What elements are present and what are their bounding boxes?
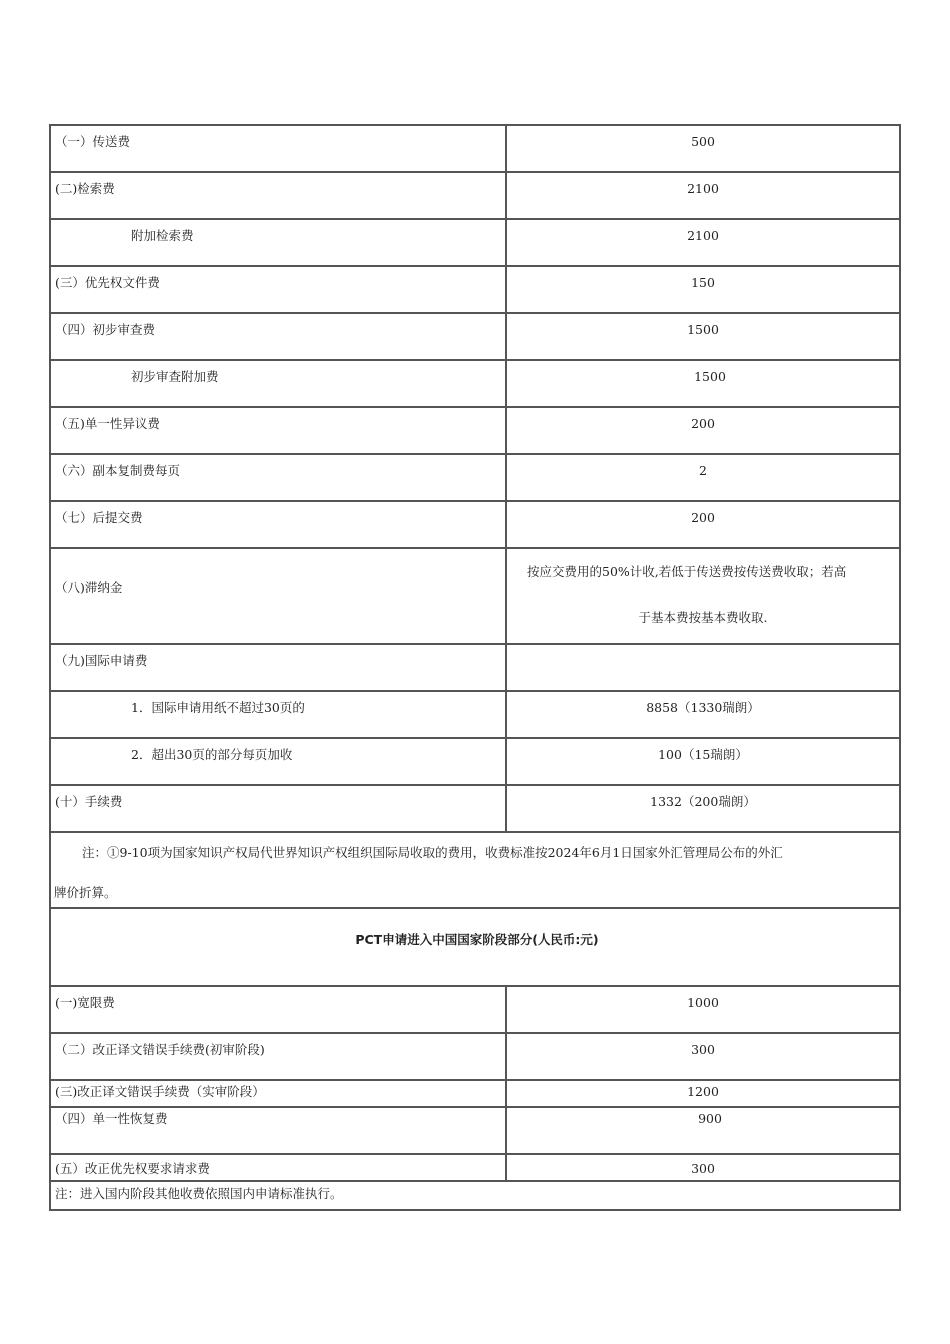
fee-label: (二)检索费 bbox=[51, 173, 507, 218]
fee-label: （二）改正译文错误手续费(初审阶段) bbox=[51, 1034, 507, 1079]
table-row bbox=[51, 786, 899, 833]
fee-label: （五)单一性异议费 bbox=[51, 408, 507, 453]
fee-label: 2．超出30页的部分每页加收 bbox=[51, 739, 507, 784]
table-note: 注：进入国内阶段其他收费依照国内申请标准执行。 bbox=[55, 1186, 343, 1201]
fee-value: 100（15瑞朗） bbox=[658, 747, 748, 762]
fee-label: 1．国际申请用纸不超过30页的 bbox=[51, 692, 507, 737]
fee-label: （九)国际申请费 bbox=[51, 645, 507, 690]
fee-label: （六）副本复制费每页 bbox=[51, 455, 507, 500]
fee-label: (十）手续费 bbox=[51, 786, 507, 831]
table-row bbox=[51, 692, 899, 739]
table-row bbox=[51, 1081, 899, 1108]
fee-label: （七）后提交费 bbox=[51, 502, 507, 547]
table-row bbox=[51, 645, 899, 692]
table-row bbox=[51, 502, 899, 549]
fee-label: （八)滞纳金 bbox=[51, 549, 507, 643]
fee-value: 300 bbox=[691, 1042, 715, 1057]
note-line-1: 注：①9-10项为国家知识产权局代世界知识产权组织国际局收取的费用，收费标准按2024年6月1日国家外汇管理局公布的外汇 bbox=[82, 845, 783, 860]
late-fee-description bbox=[507, 549, 899, 643]
table-row bbox=[51, 314, 899, 361]
fee-label: 附加检索费 bbox=[51, 220, 507, 265]
table-row bbox=[51, 267, 899, 314]
fee-table bbox=[49, 124, 901, 1211]
fee-value: 2100 bbox=[687, 228, 719, 243]
section-heading-row bbox=[51, 909, 899, 987]
fee-label: (三）优先权文件费 bbox=[51, 267, 507, 312]
fee-value: 1332（200瑞朗） bbox=[650, 794, 756, 809]
fee-label: 初步审查附加费 bbox=[51, 361, 507, 406]
table-row bbox=[51, 126, 899, 173]
late-fee-line-2: 于基本费按基本费收取. bbox=[638, 610, 768, 625]
table-row bbox=[51, 361, 899, 408]
fee-value: 900 bbox=[698, 1111, 722, 1126]
fee-value: 1500 bbox=[687, 322, 719, 337]
fee-value: 8858（1330瑞朗） bbox=[646, 700, 760, 715]
table-note-row bbox=[51, 833, 899, 909]
fee-value: 1500 bbox=[694, 369, 726, 384]
fee-label: (一)宽限费 bbox=[51, 987, 507, 1032]
fee-label: （四）单一性恢复费 bbox=[51, 1108, 507, 1153]
fee-value: 200 bbox=[691, 510, 715, 525]
table-row bbox=[51, 987, 899, 1034]
table-note bbox=[51, 833, 899, 907]
fee-label: （四）初步审查费 bbox=[51, 314, 507, 359]
table-row bbox=[51, 173, 899, 220]
fee-label: (五）改正优先权要求请求费 bbox=[51, 1155, 507, 1180]
table-row bbox=[51, 1155, 899, 1182]
section-heading: PCT申请进入中国国家阶段部分(人民币:元) bbox=[355, 932, 599, 947]
fee-value: 2 bbox=[699, 463, 707, 478]
note-line-2: 牌价折算。 bbox=[54, 885, 117, 900]
fee-label: （一）传送费 bbox=[51, 126, 507, 171]
table-note-row bbox=[51, 1182, 899, 1209]
table-row bbox=[51, 1034, 899, 1081]
fee-value: 2100 bbox=[687, 181, 719, 196]
table-row-late-fee bbox=[51, 549, 899, 645]
fee-value: 300 bbox=[691, 1161, 715, 1176]
fee-value: 1200 bbox=[687, 1084, 719, 1099]
fee-value bbox=[507, 645, 899, 690]
fee-value: 200 bbox=[691, 416, 715, 431]
fee-value: 500 bbox=[691, 134, 715, 149]
table-row bbox=[51, 408, 899, 455]
table-row bbox=[51, 220, 899, 267]
fee-value: 150 bbox=[691, 275, 715, 290]
table-row bbox=[51, 455, 899, 502]
table-row bbox=[51, 1108, 899, 1155]
fee-value: 1000 bbox=[687, 995, 719, 1010]
table-row bbox=[51, 739, 899, 786]
late-fee-line-1: 按应交费用的50%计收,若低于传送费按传送费收取；若高 bbox=[527, 564, 847, 579]
fee-label: (三)改正译文错误手续费（实审阶段） bbox=[51, 1081, 507, 1106]
